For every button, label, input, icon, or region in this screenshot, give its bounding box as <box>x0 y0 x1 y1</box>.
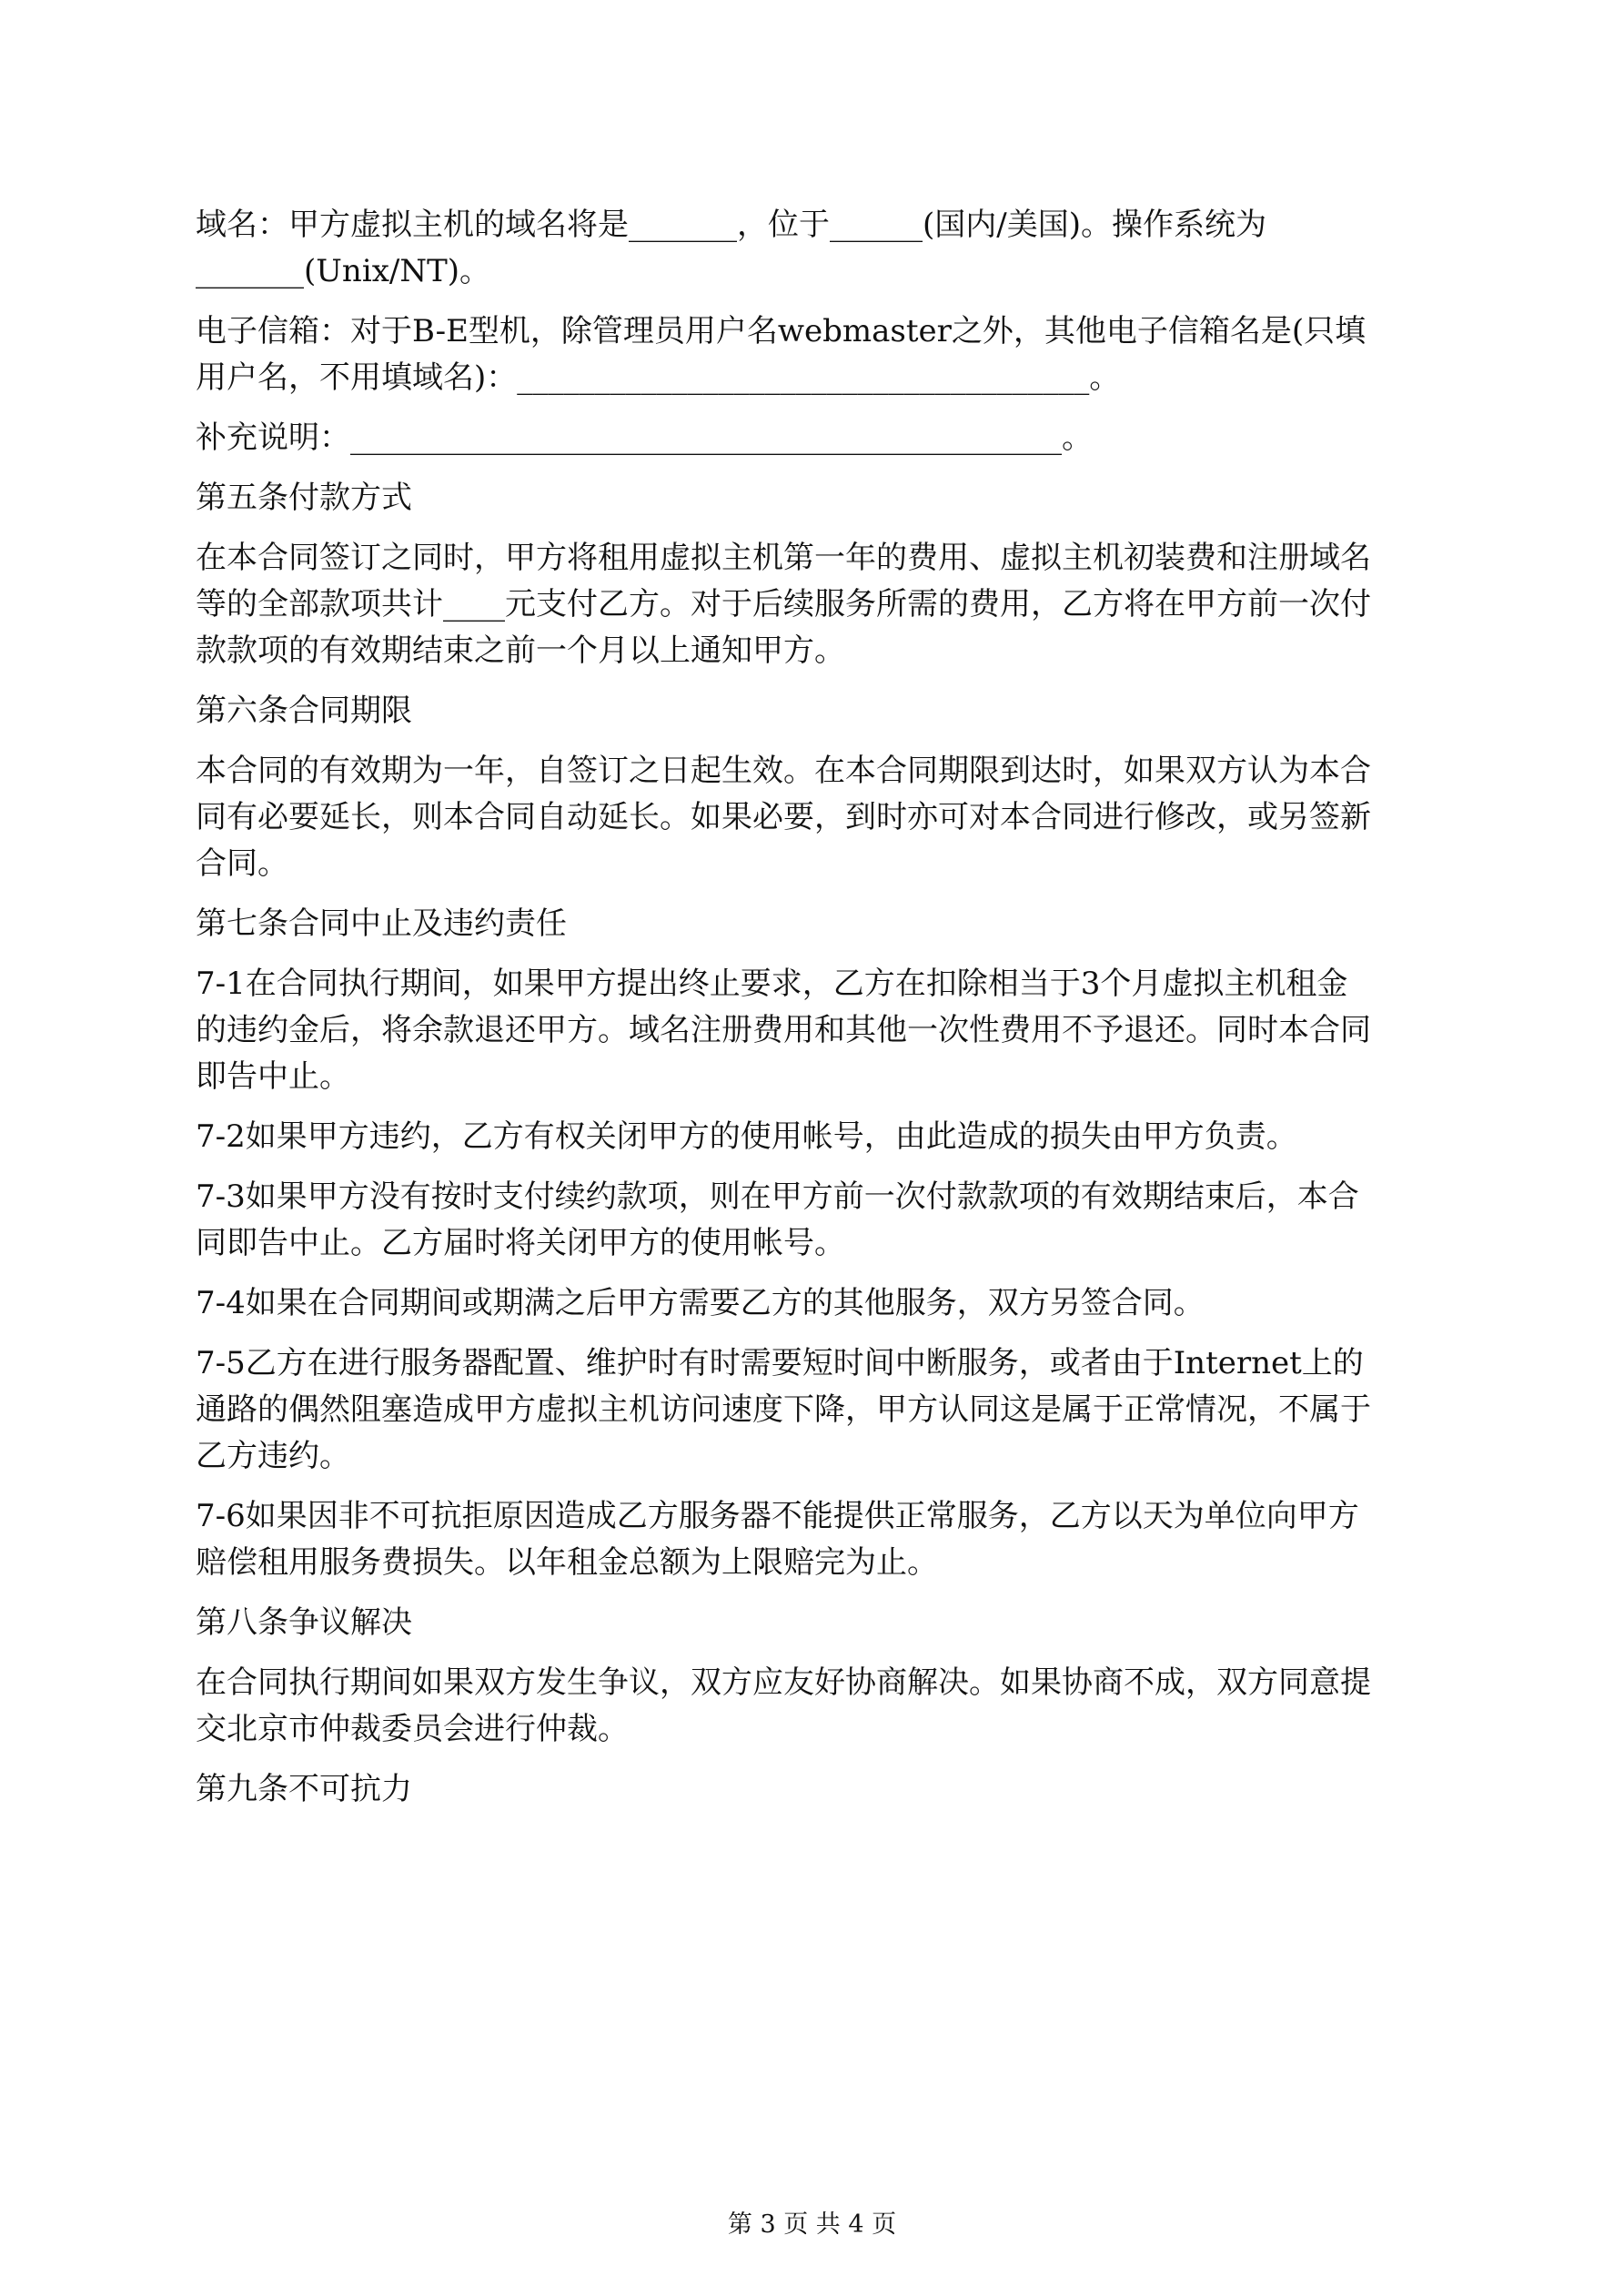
text-line: 等的全部款项共计____元支付乙方。对于后续服务所需的费用，乙方将在甲方前一次付 <box>196 586 1371 622</box>
paragraph-gap <box>196 674 1433 688</box>
text-line: 7-1在合同执行期间，如果甲方提出终止要求，乙方在扣除相当于3个月虚拟主机租金 <box>196 966 1348 1002</box>
paragraph <box>196 688 1433 734</box>
text-line: 同有必要延长，则本合同自动延长。如果必要，到时亦可对本合同进行修改，或另签新 <box>196 799 1371 835</box>
paragraph-gap <box>196 461 1433 475</box>
paragraph-gap <box>196 1160 1433 1174</box>
text-line: 7-4如果在合同期间或期满之后甲方需要乙方的其他服务，双方另签合同。 <box>196 1285 1205 1321</box>
paragraph <box>196 308 1433 401</box>
paragraph-gap <box>196 1753 1433 1766</box>
text-line: 7-5乙方在进行服务器配置、维护时有时需要短时间中断服务，或者由于Internet上的 <box>196 1345 1364 1381</box>
paragraph <box>196 1280 1433 1327</box>
paragraph <box>196 1340 1433 1480</box>
document-body <box>196 202 1433 1813</box>
text-line: _______(Unix/NT)。 <box>196 253 491 289</box>
paragraph-gap <box>196 1480 1433 1493</box>
paragraph <box>196 1493 1433 1586</box>
paragraph <box>196 202 1433 295</box>
paragraph <box>196 1660 1433 1753</box>
text-line: 7-2如果甲方违约，乙方有权关闭甲方的使用帐号，由此造成的损失由甲方负责。 <box>196 1118 1297 1155</box>
paragraph-gap <box>196 1267 1433 1280</box>
text-line: 第七条合同中止及违约责任 <box>196 905 567 942</box>
text-line: 7-3如果甲方没有按时支付续约款项，则在甲方前一次付款款项的有效期结束后，本合 <box>196 1178 1359 1215</box>
paragraph <box>196 1174 1433 1267</box>
paragraph <box>196 748 1433 887</box>
text-line: 补充说明：______________________________________________。 <box>196 420 1093 456</box>
text-line: 第六条合同期限 <box>196 693 412 729</box>
text-line: 7-6如果因非不可抗拒原因造成乙方服务器不能提供正常服务，乙方以天为单位向甲方 <box>196 1498 1359 1534</box>
text-line: 电子信箱：对于B-E型机，除管理员用户名webmaster之外，其他电子信箱名是(只填 <box>196 313 1367 349</box>
paragraph-gap <box>196 401 1433 415</box>
text-line: 第八条争议解决 <box>196 1604 412 1641</box>
page-footer: 第 3 页 共 4 页 <box>727 2210 897 2239</box>
text-line: 合同。 <box>196 845 288 882</box>
paragraph <box>196 535 1433 674</box>
text-line: 第九条不可抗力 <box>196 1771 412 1807</box>
text-line: 款款项的有效期结束之前一个月以上通知甲方。 <box>196 632 845 669</box>
text-line: 的违约金后，将余款退还甲方。域名注册费用和其他一次性费用不予退还。同时本合同 <box>196 1012 1371 1048</box>
text-line: 在合同执行期间如果双方发生争议，双方应友好协商解决。如果协商不成，双方同意提 <box>196 1664 1371 1701</box>
text-line: 交北京市仲裁委员会进行仲裁。 <box>196 1711 629 1747</box>
paragraph-gap <box>196 521 1433 535</box>
text-line: 通路的偶然阻塞造成甲方虚拟主机访问速度下降，甲方认同这是属于正常情况，不属于 <box>196 1391 1371 1428</box>
text-line: 赔偿租用服务费损失。以年租金总额为上限赔完为止。 <box>196 1544 938 1581</box>
text-line: 第五条付款方式 <box>196 480 412 516</box>
paragraph <box>196 961 1433 1100</box>
paragraph <box>196 1766 1433 1813</box>
text-line: 本合同的有效期为一年，自签订之日起生效。在本合同期限到达时，如果双方认为本合 <box>196 753 1371 789</box>
paragraph-gap <box>196 1100 1433 1114</box>
paragraph-gap <box>196 295 1433 308</box>
paragraph <box>196 901 1433 947</box>
text-line: 乙方违约。 <box>196 1438 350 1474</box>
paragraph <box>196 475 1433 521</box>
paragraph-gap <box>196 887 1433 901</box>
paragraph-gap <box>196 734 1433 748</box>
text-line: 域名：甲方虚拟主机的域名将是_______，位于______(国内/美国)。操作系统为 <box>196 207 1266 243</box>
text-line: 在本合同签订之同时，甲方将租用虚拟主机第一年的费用、虚拟主机初装费和注册域名 <box>196 540 1371 576</box>
paragraph-gap <box>196 1327 1433 1340</box>
paragraph-gap <box>196 947 1433 961</box>
text-line: 即告中止。 <box>196 1058 350 1095</box>
paragraph-gap <box>196 1646 1433 1660</box>
text-line: 同即告中止。乙方届时将关闭甲方的使用帐号。 <box>196 1225 845 1261</box>
text-line: 用户名，不用填域名)：_____________________________________。 <box>196 359 1121 396</box>
paragraph <box>196 1114 1433 1160</box>
paragraph <box>196 415 1433 461</box>
paragraph <box>196 1600 1433 1646</box>
paragraph-gap <box>196 1586 1433 1600</box>
